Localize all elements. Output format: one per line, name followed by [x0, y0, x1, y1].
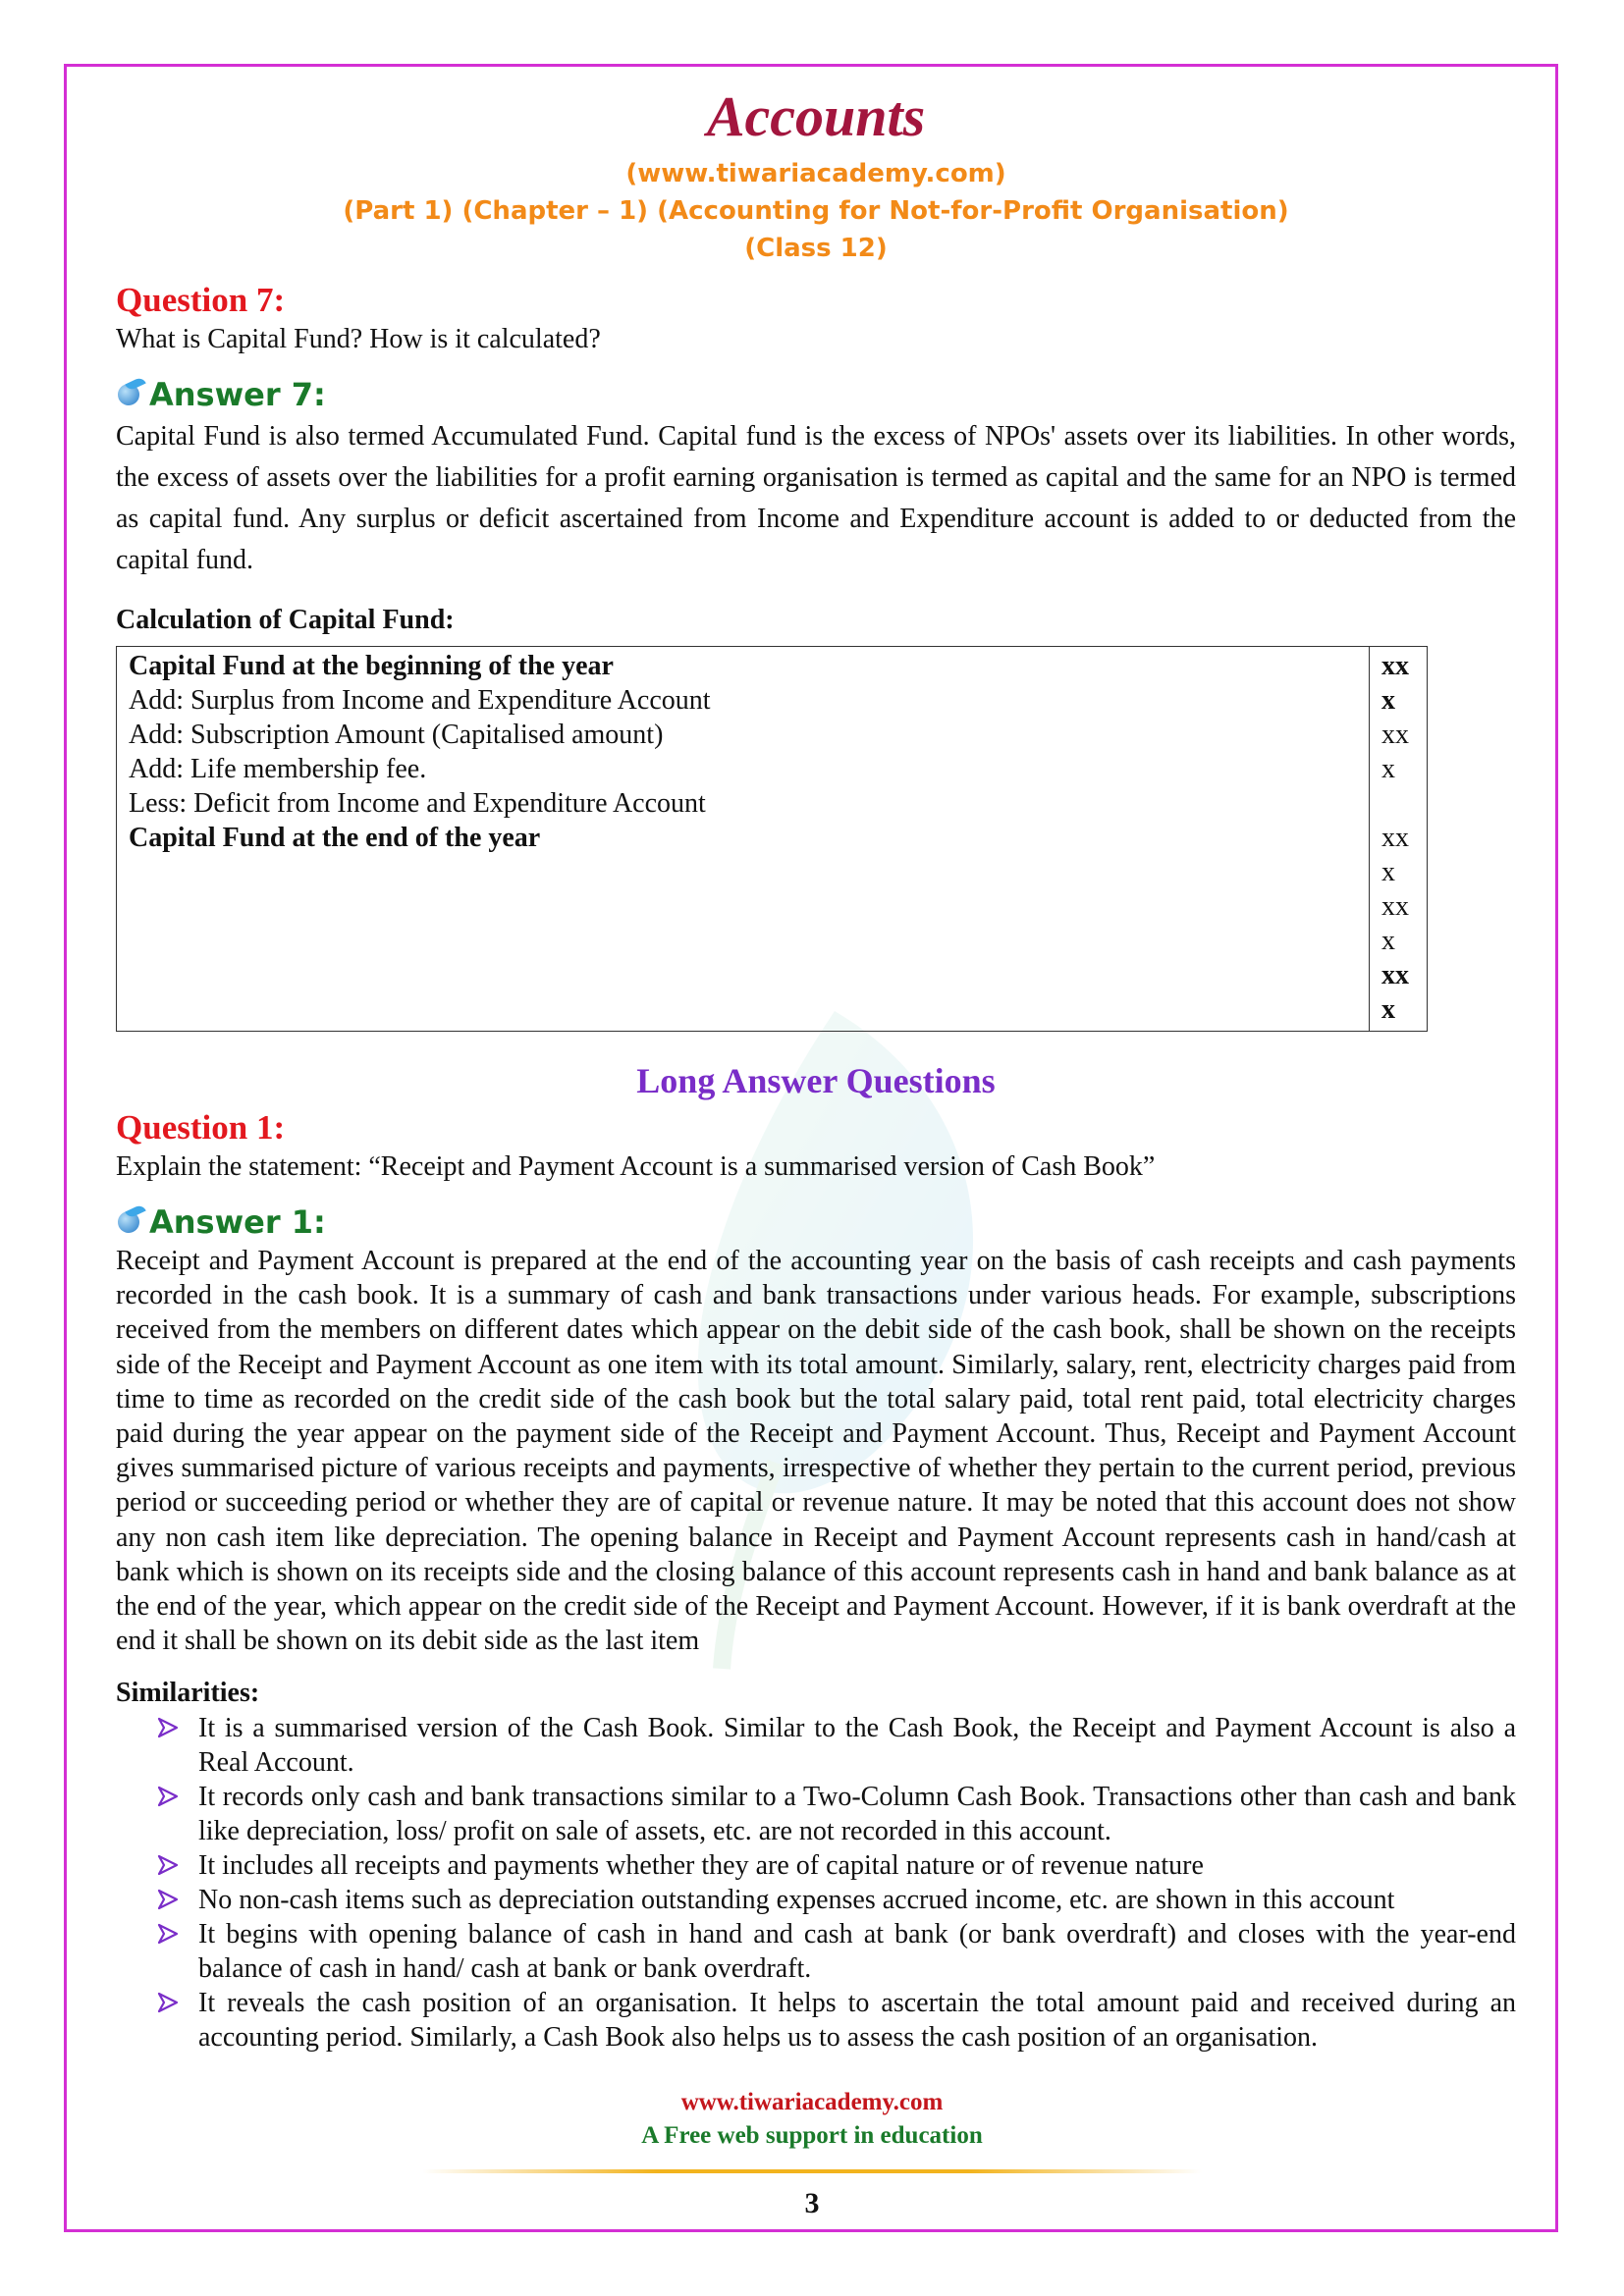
table-amount: xx [1381, 960, 1409, 990]
table-amount: x [1381, 994, 1395, 1025]
page-footer [0, 2086, 1624, 2153]
long-question-1-text: Explain the statement: “Receipt and Payment Account is a summarised version of Cash Book” [116, 1151, 1156, 1182]
arrow-bullet-icon [157, 1923, 179, 1945]
calculation-label: Calculation of Capital Fund: [116, 605, 455, 635]
question-7-text: What is Capital Fund? How is it calculated? [116, 324, 601, 354]
long-answer-1-heading: Answer 1: [149, 1203, 326, 1241]
answer-pen-icon [116, 1207, 145, 1237]
answer-7-heading: Answer 7: [149, 376, 326, 413]
similarities-label: Similarities: [116, 1678, 260, 1709]
table-row-label: Add: Life membership fee. [129, 754, 427, 784]
page-header [116, 79, 1516, 267]
arrow-bullet-icon [157, 1717, 179, 1738]
similarity-text: It records only cash and bank transactions similar to a Two-Column Cash Book. Transactions other than cash and bank like depreciation, loss/ profit on sale of assets, etc. are not recorded in this account. [198, 1782, 1516, 1847]
list-item [157, 1883, 1516, 1917]
similarity-text: It is a summarised version of the Cash Book. Similar to the Cash Book, the Receipt and Payment Account is also a Real Account. [198, 1713, 1516, 1779]
header-website: (www.tiwariacademy.com) [625, 159, 1006, 188]
header-class-label: (Class 12) [744, 234, 888, 263]
arrow-bullet-icon [157, 1854, 179, 1876]
answer-7-text: Capital Fund is also termed Accumulated Fund. Capital fund is the excess of NPOs' assets over its liabilities. In other words, the excess of assets over the liabilities for a profit earning organisation is termed as capital and the same for an NPO is termed as capital fund. Any surplus or deficit ascertained from Income and Expenditure account is added to or deducted from the capital fund. [116, 421, 1516, 575]
table-amount: x [1381, 754, 1395, 784]
table-row-label: Capital Fund at the beginning of the year [129, 651, 614, 681]
table-row-label: Add: Surplus from Income and Expenditure Account [129, 685, 711, 716]
long-answer-1-heading-row [116, 1201, 1516, 1244]
page-number: 3 [804, 2187, 820, 2219]
capital-fund-table-items [117, 647, 1370, 1032]
long-answer-section-title: Long Answer Questions [636, 1061, 996, 1100]
answer-pen-icon [116, 380, 145, 409]
arrow-bullet-icon [157, 1786, 179, 1807]
table-row-label: Add: Subscription Amount (Capitalised amount) [129, 720, 664, 750]
capital-fund-table-amounts [1370, 647, 1428, 1032]
list-item [157, 1711, 1516, 1780]
footer-divider [422, 2169, 1202, 2173]
footer-tagline: A Free web support in education [641, 2122, 983, 2149]
list-item [157, 1917, 1516, 1986]
similarity-text: It reveals the cash position of an organisation. It helps to ascertain the total amount paid and received during an accounting period. Similarly, a Cash Book also helps us to assess the cash position of an organisation. [198, 1988, 1516, 2054]
list-item [157, 1848, 1516, 1883]
answer-7-heading-row [116, 373, 1516, 416]
table-amount: xx [1381, 651, 1409, 681]
similarity-text: No non-cash items such as depreciation outstanding expenses accrued income, etc. are shown in this account [198, 1885, 1395, 1916]
capital-fund-table [116, 646, 1428, 1032]
similarities-list [116, 1711, 1516, 2055]
table-amount: xx [1381, 720, 1409, 750]
document-title: Accounts [706, 84, 926, 148]
table-amount: x [1381, 857, 1395, 887]
table-amount [1381, 786, 1415, 821]
arrow-bullet-icon [157, 1889, 179, 1910]
header-subtitle: (Part 1) (Chapter – 1) (Accounting for Not-for-Profit Organisation) [343, 196, 1289, 226]
page-content [116, 79, 1516, 2055]
table-row-label: Capital Fund at the end of the year [129, 823, 541, 853]
question-7-heading: Question 7: [116, 281, 286, 319]
list-item [157, 1986, 1516, 2055]
list-item [157, 1780, 1516, 1848]
long-question-1-heading: Question 1: [116, 1108, 286, 1147]
similarity-text: It begins with opening balance of cash in hand and cash at bank (or bank overdraft) and closes with the year-end balance of cash in hand/ cash at bank or bank overdraft. [198, 1919, 1516, 1985]
table-amount: xx [1381, 891, 1409, 922]
table-amount: x [1381, 926, 1395, 956]
table-row-label: Less: Deficit from Income and Expenditure Account [129, 788, 706, 819]
similarity-text: It includes all receipts and payments whether they are of capital nature or of revenue nature [198, 1850, 1204, 1882]
long-answer-1-text: Receipt and Payment Account is prepared at the end of the accounting year on the basis of cash receipts and cash payments recorded in the cash book. It is a summary of cash and bank transactions under various heads. For example, subscriptions received from the members on different dates which appear on the debit side of the cash book, shall be shown on the receipts side of the Receipt and Payment Account as one item with its total amount. Similarly, salary, rent, electricity charges paid from time to time as recorded on the credit side of the cash book but the total salary paid, total rent paid, total electricity charges paid during the year appear on the payment side of the Receipt and Payment Account. Thus, Receipt and Payment Account gives summarised picture of various receipts and payments, irrespective of whether they pertain to the current period, previous period or succeeding period or whether they are of capital or revenue nature. It may be noted that this account does not show any non cash item like depreciation. The opening balance in Receipt and Payment Account represents cash in hand/cash at bank which is shown on its receipts side and the closing balance of this account represents cash in hand and bank balance as at the end of the year, which appear on the credit side of the Receipt and Payment Account. However, if it is bank overdraft at the end it shall be shown on its debit side as the last item [116, 1246, 1516, 1657]
table-amount: xx [1381, 823, 1409, 853]
table-amount: x [1381, 685, 1395, 716]
footer-website-link[interactable]: www.tiwariacademy.com [680, 2089, 944, 2115]
arrow-bullet-icon [157, 1992, 179, 2013]
